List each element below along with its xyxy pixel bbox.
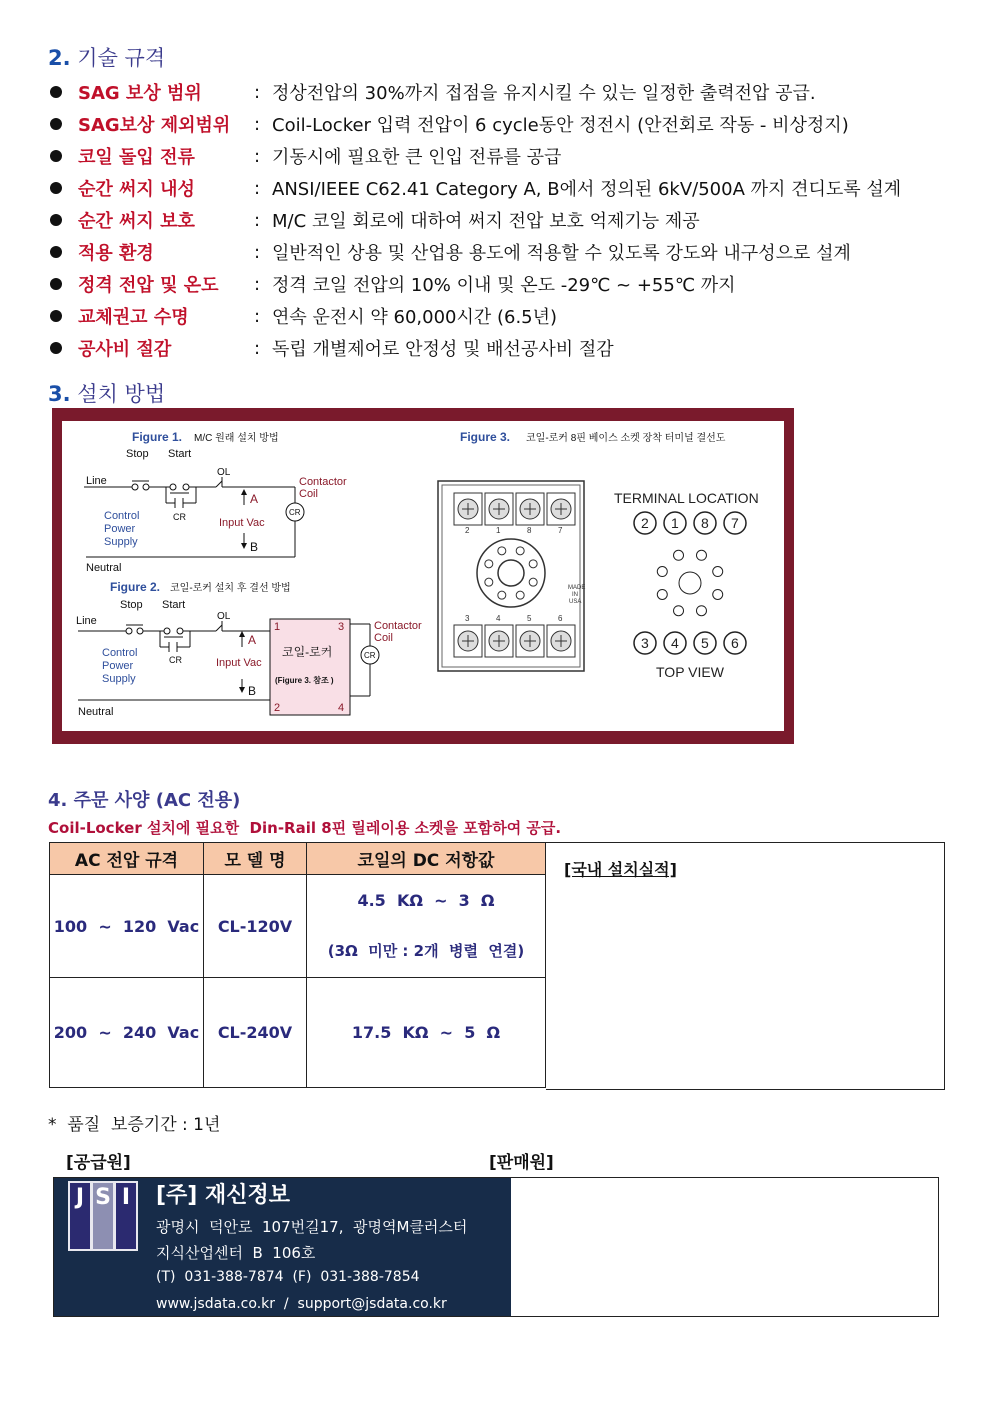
terminal-number: 4: [496, 614, 501, 623]
svg-text:CR: CR: [169, 655, 182, 665]
header-resistance: 코일의 DC 저항값: [307, 843, 546, 875]
socket-hole: [485, 560, 493, 568]
svg-text:A: A: [248, 633, 257, 647]
terminal-pin-label: 8: [701, 515, 709, 531]
screw-terminal: [516, 493, 544, 535]
install-record-box: [546, 842, 945, 1090]
bullet-icon: [50, 182, 62, 194]
order-note: Coil-Locker 설치에 필요한 Din-Rail 8핀 릴레이용 소켓을 포함하여 공급.: [48, 819, 562, 837]
spec-colon: :: [254, 209, 261, 231]
bullet-icon: [50, 150, 62, 162]
svg-text:4: 4: [338, 702, 345, 714]
terminal-number: 6: [558, 614, 563, 623]
svg-text:Line: Line: [76, 615, 97, 627]
svg-text:Contactor: Contactor: [374, 620, 422, 632]
svg-text:2: 2: [274, 702, 281, 714]
svg-text:Figure 2.: Figure 2.: [110, 580, 161, 594]
svg-text:Start: Start: [168, 448, 192, 460]
resistance-note: (3Ω 미만 : 2개 병렬 연결): [327, 942, 525, 960]
terminal-pin-label: 4: [671, 635, 679, 651]
wiring-diagram-svg: [62, 421, 784, 731]
spec-item: [50, 301, 557, 331]
install-record-label: [국내 설치실적]: [564, 860, 677, 879]
socket-hole: [498, 547, 506, 555]
logo-letter-i: I: [116, 1183, 136, 1249]
table-row: [50, 978, 546, 1088]
spec-label: 정격 전압 및 온도: [78, 275, 219, 296]
svg-text:Coil: Coil: [374, 632, 393, 644]
spec-colon: :: [254, 177, 261, 199]
svg-text:TOP VIEW: TOP VIEW: [656, 664, 724, 680]
svg-text:Input Vac: Input Vac: [216, 657, 262, 669]
svg-text:Supply: Supply: [104, 536, 138, 548]
bullet-icon: [50, 278, 62, 290]
bullet-icon: [50, 246, 62, 258]
spec-value: 연속 운전시 약 60,000시간 (6.5년): [272, 307, 558, 328]
svg-text:Neutral: Neutral: [86, 562, 122, 574]
svg-text:코일-로커 8핀 베이스 소켓 장착 터미널 결선도: 코일-로커 8핀 베이스 소켓 장착 터미널 결선도: [526, 433, 726, 444]
spec-value: M/C 코일 회로에 대하여 써지 전압 보호 억제기능 제공: [272, 211, 700, 232]
company-phone: (T) 031-388-7874 (F) 031-388-7854: [156, 1269, 420, 1285]
spec-colon: :: [254, 81, 261, 103]
company-name: [주] 재신정보: [156, 1183, 291, 1208]
company-card: [54, 1178, 511, 1316]
svg-text:Coil: Coil: [299, 488, 318, 500]
svg-text:Supply: Supply: [102, 673, 136, 685]
svg-text:CR: CR: [173, 512, 186, 522]
spec-value: Coil-Locker 입력 전압이 6 cycle동안 정전시 (안전회로 작동 - 비상정지): [272, 115, 849, 136]
table-row: [50, 875, 546, 978]
spec-label: 교체권고 수명: [78, 307, 189, 328]
socket-hole: [529, 560, 537, 568]
company-info-box: [53, 1177, 939, 1317]
spec-item: [50, 237, 851, 267]
spec-label: SAG 보상 범위: [78, 83, 202, 104]
spec-item: [50, 205, 700, 235]
spec-item: [50, 173, 901, 203]
wiring-diagram-frame: [52, 408, 794, 744]
company-logo: [68, 1181, 138, 1251]
svg-text:Figure 1.: Figure 1.: [132, 430, 183, 444]
spec-label: 공사비 절감: [78, 339, 172, 360]
screw-terminal: [547, 493, 575, 535]
svg-text:Start: Start: [162, 599, 186, 611]
svg-text:M/C 원래 설치 방법: M/C 원래 설치 방법: [194, 433, 279, 444]
socket-terminals: [454, 493, 575, 657]
terminal-pin-label: 1: [671, 515, 679, 531]
terminal-pin-label: 7: [731, 515, 739, 531]
svg-text:OL: OL: [217, 611, 231, 622]
logo-letter-s: S: [93, 1183, 113, 1249]
spec-item: [50, 269, 736, 299]
svg-text:CR: CR: [289, 508, 301, 517]
svg-text:MADE: MADE: [568, 585, 586, 591]
spec-label: 순간 써지 보호: [78, 211, 195, 232]
screw-terminal: [547, 614, 575, 657]
resistance-value: 4.5 KΩ ~ 3 Ω: [357, 891, 495, 910]
header-voltage: AC 전압 규격: [50, 843, 204, 875]
socket-hole: [498, 591, 506, 599]
svg-text:1: 1: [274, 621, 281, 633]
bullet-icon: [50, 118, 62, 130]
socket-hole: [485, 578, 493, 586]
svg-text:Input Vac: Input Vac: [219, 517, 265, 529]
terminal-number: 3: [465, 614, 470, 623]
terminal-pin-map: [634, 512, 746, 654]
screw-terminal: [485, 493, 513, 535]
spec-colon: :: [254, 305, 261, 327]
svg-text:OL: OL: [217, 467, 231, 478]
screw-terminal: [454, 493, 482, 535]
spec-value: 독립 개별제어로 안정성 및 배선공사비 절감: [272, 339, 614, 360]
terminal-number: 5: [527, 614, 532, 623]
terminal-pin-label: 2: [641, 515, 649, 531]
svg-text:Power: Power: [102, 660, 134, 672]
terminal-number: 2: [465, 526, 470, 535]
spec-colon: :: [254, 337, 261, 359]
bullet-icon: [50, 310, 62, 322]
svg-text:CR: CR: [364, 651, 376, 660]
socket-hole: [529, 578, 537, 586]
svg-text:Line: Line: [86, 475, 107, 487]
svg-text:IN: IN: [572, 592, 578, 598]
svg-text:Power: Power: [104, 523, 136, 535]
svg-text:코일-로커: 코일-로커: [282, 645, 333, 659]
seller-label: [판매원]: [489, 1153, 554, 1173]
svg-text:TERMINAL LOCATION: TERMINAL LOCATION: [614, 490, 759, 506]
spec-colon: :: [254, 113, 261, 135]
company-address-2: 지식산업센터 B 106호: [156, 1244, 316, 1262]
warranty-note: * 품질 보증기간 : 1년: [48, 1115, 221, 1135]
spec-label: 순간 써지 내성: [78, 179, 195, 200]
install-title: 3. 설치 방법: [48, 382, 166, 406]
spec-colon: :: [254, 273, 261, 295]
spec-value: 정상전압의 30%까지 접점을 유지시킬 수 있는 일정한 출력전압 공급.: [272, 83, 816, 104]
socket-hole: [516, 547, 524, 555]
spec-item: [50, 77, 816, 107]
socket-holes: [485, 547, 537, 599]
spec-value: 기동시에 필요한 큰 인입 전류를 공급: [272, 147, 562, 168]
supplier-label: [공급원]: [66, 1153, 131, 1173]
svg-text:Control: Control: [104, 510, 140, 522]
svg-text:Neutral: Neutral: [78, 706, 114, 718]
terminal-number: 8: [527, 526, 532, 535]
socket-hole: [516, 591, 524, 599]
bullet-icon: [50, 214, 62, 226]
screw-terminal: [485, 614, 513, 657]
terminal-number: 7: [558, 526, 563, 535]
svg-text:Stop: Stop: [120, 599, 143, 611]
svg-text:USA: USA: [569, 599, 582, 605]
svg-text:(Figure 3. 참조 ): (Figure 3. 참조 ): [275, 676, 334, 685]
terminal-pin-label: 5: [701, 635, 709, 651]
spec-value: 일반적인 상용 및 산업용 용도에 적용할 수 있도록 강도와 내구성으로 설계: [272, 243, 851, 264]
bullet-icon: [50, 86, 62, 98]
screw-terminal: [516, 614, 544, 657]
company-web[interactable]: www.jsdata.co.kr / support@jsdata.co.kr: [156, 1296, 447, 1312]
svg-text:3: 3: [338, 621, 345, 633]
cell-resistance: 17.5 KΩ ~ 5 Ω: [307, 978, 546, 1088]
terminal-pin-label: 6: [731, 635, 739, 651]
spec-colon: :: [254, 241, 261, 263]
svg-text:코일-로커 설치 후 결선 방법: 코일-로커 설치 후 결선 방법: [170, 583, 291, 594]
wiring-diagram: [62, 421, 784, 731]
spec-item: [50, 141, 561, 171]
cell-voltage: 100 ~ 120 Vac: [50, 875, 204, 978]
bullet-icon: [50, 342, 62, 354]
order-title: 4. 주문 사양 (AC 전용): [48, 790, 241, 811]
svg-text:B: B: [248, 684, 257, 698]
svg-text:B: B: [250, 540, 259, 554]
terminal-number: 1: [496, 526, 501, 535]
logo-letter-j: J: [70, 1183, 90, 1249]
svg-text:Figure 3.: Figure 3.: [460, 430, 511, 444]
spec-label: 코일 돌입 전류: [78, 147, 195, 168]
spec-label: SAG보상 제외범위: [78, 115, 231, 136]
spec-value: ANSI/IEEE C62.41 Category A, B에서 정의된 6kV/500A 까지 견디도록 설계: [272, 179, 902, 200]
spec-label: 적용 환경: [78, 243, 154, 264]
spec-colon: :: [254, 145, 261, 167]
cell-resistance: [307, 875, 546, 978]
order-table: [49, 842, 546, 1088]
terminal-pin-label: 3: [641, 635, 649, 651]
svg-text:Control: Control: [102, 647, 138, 659]
svg-text:Stop: Stop: [126, 448, 149, 460]
specs-title: 2. 기술 규격: [48, 46, 166, 70]
header-model: 모 델 명: [204, 843, 307, 875]
cell-model: CL-240V: [204, 978, 307, 1088]
svg-text:Contactor: Contactor: [299, 476, 347, 488]
spec-item: [50, 109, 849, 139]
spec-value: 정격 코일 전압의 10% 이내 및 온도 -29℃ ~ +55℃ 까지: [272, 275, 736, 296]
cell-voltage: 200 ~ 240 Vac: [50, 978, 204, 1088]
cell-model: CL-120V: [204, 875, 307, 978]
screw-terminal: [454, 614, 482, 657]
spec-item: [50, 333, 614, 363]
company-address-1: 광명시 덕안로 107번길17, 광명역M클러스터: [156, 1218, 468, 1236]
svg-text:A: A: [250, 492, 259, 506]
